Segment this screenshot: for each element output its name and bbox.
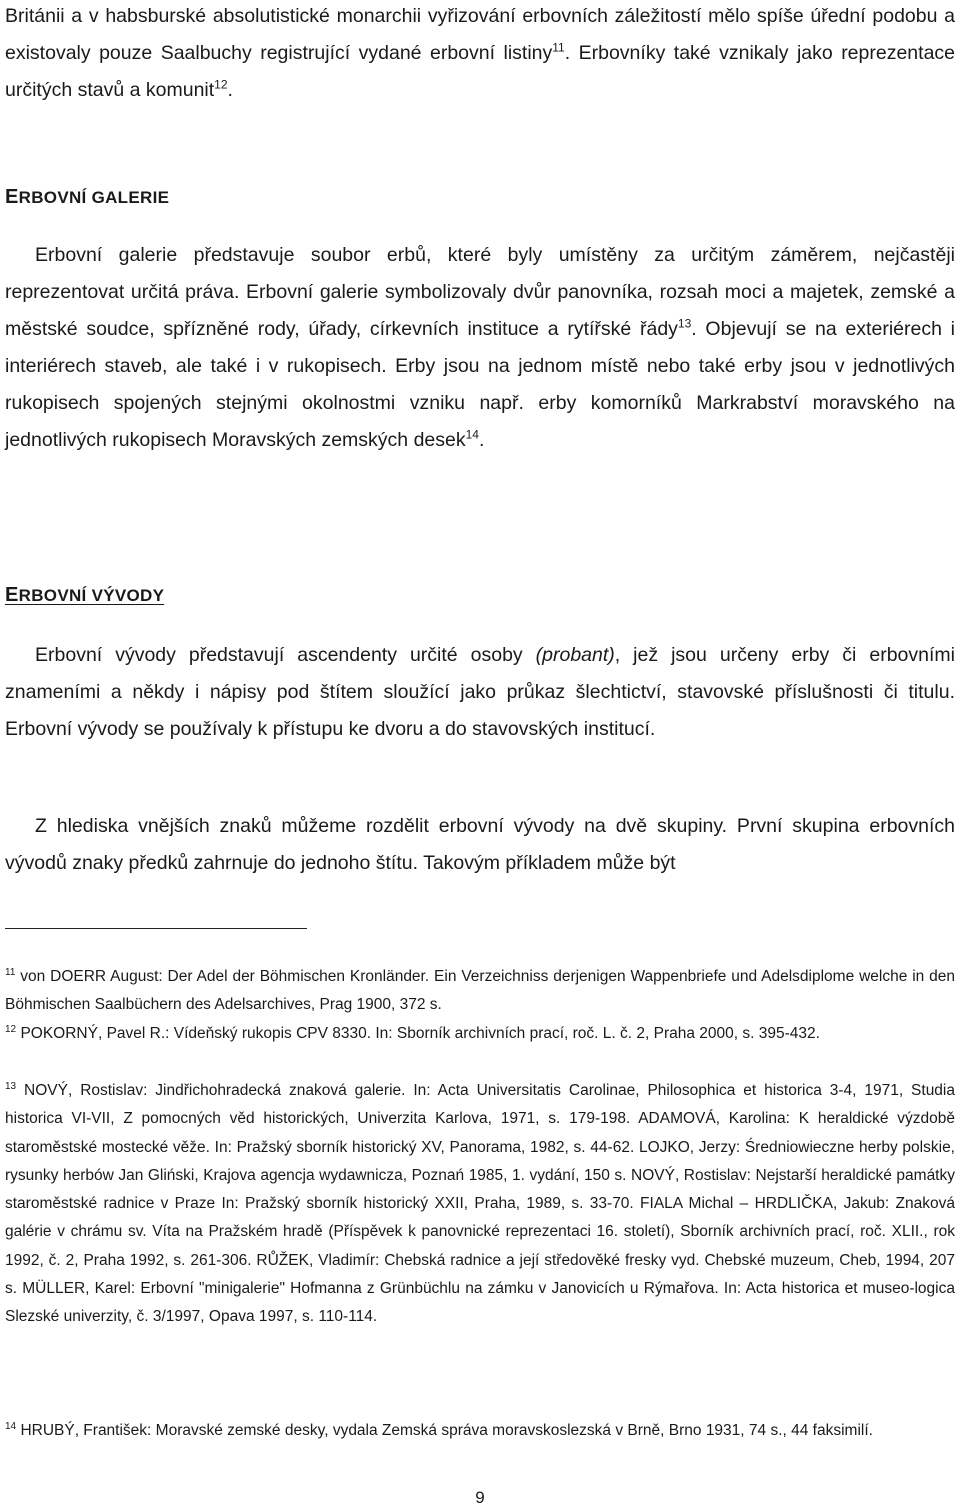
footnote-separator (5, 928, 307, 929)
intro-text: Británii a v habsburské absolutistické monarchii vyřizování erbovních záležitostí mělo spíše úřední podobu a existovaly pouze Saalbuchy registrující vydané erbovní listiny (5, 5, 955, 64)
galerie-paragraph: Erbovní galerie představuje soubor erbů, které byly umístěny za určitým záměrem, nejčastěji reprezentovat určitá práva. Erbovní galerie symbolizovaly dvůr panovníka, rozsah moci a majetek, zemské a městské soudce, spřízněné rody, úřady, církevních instituce a rytířské řády$^{13}$. Objevují se na exteriérech i interiérech staveb, ale také i v rukopisech. Erby jsou na jednom místě nebo také erby jsou v jednotlivých rukopisech spojených stejnými okolnostmi vzniku např. erby komorníků Markrabství moravského na jednotlivých rukopisech Moravských zemských desek$^{14}$. (5, 244, 955, 451)
footnote-14: $^{14}$ HRUBÝ, František: Moravské zemské desky, vydala Zemská správa moravskoslezská v Brně, Brno 1931, 74 s., 44 faksimilí. (5, 1420, 873, 1439)
page-number: 9 (475, 1488, 485, 1507)
footnote-ref-13[interactable]: 13 (677, 316, 692, 331)
footnote-12: $^{12}$ POKORNÝ, Pavel R.: Vídeňský rukopis CPV 8330. In: Sborník archivních prací, roč. L. č. 2, Praha 2000, s. 395-432. (5, 1023, 820, 1042)
vyvody-paragraph-2: Z hlediska vnějších znaků můžeme rozdělit erbovní vývody na dvě skupiny. První skupina erbovních vývodů znaky předků zahrnuje do jednoho štítu. Takovým příkladem může být (5, 815, 955, 874)
footnote-ref-11[interactable]: 11 (552, 40, 565, 55)
footnote-13: $^{13}$ NOVÝ, Rostislav: Jindřichohradecká znaková galerie. In: Acta Universitatis Carolinae, Philosophica et historica 3-4, 1971, Studia historica VI-VII, Z pomocných věd historických, Univerzita Karlova, 1971, s. 179-198. ADAMOVÁ, Karolina: K heraldické výzdobě staroměstské mostecké věže. In: Pražský sborník historický XV, Panorama, 1982, s. 44-62. LOJKO, Jerzy: Średniowieczne herby polskie, rysunky herbów Jan Gliński, Krajova agencja wydawnicza, Poznań 1985, 1. vydání, 150 s. NOVÝ, Rostislav: Nejstarší heraldické památky staroměstské radnice v Praze In: Pražský sborník historický XXII, Praha, 1989, s. 33-70. FIALA Michal – HRDLIČKA, Jakub: Znaková galérie v chrámu sv. Víta na Pražském hradě (Příspěvek k panovnické reprezentaci 16. století), Sborník archivních prací, roč. XLII., rok 1992, č. 2, Praha 1992, s. 261-306. RŮŽEK, Vladimír: Chebská radnice a její středověké fresky vyd. Chebské muzeum, Cheb, 1994, 207 s. MÜLLER, Karel: Erbovní "minigalerie" Hofmanna z Grünbüchlu na zámku v Janovicích u Rýmařova. In: Acta historica et museo-logica Slezské univerzity, č. 3/1997, Opava 1997, s. 110-114. (5, 1080, 955, 1326)
footnote-11: $^{11}$ von DOERR August: Der Adel der Böhmischen Kronländer. Ein Verzeichniss derjenigen Wappenbriefe und Adelsdiplome welche in den Böhmischen Saalbüchern des Adelsarchives, Prag 1900, 372 s. (5, 966, 955, 1014)
intro-text: . (227, 79, 233, 101)
intro-text: . Erbovníky také vznikaly jako reprezentace určitých stavů a komunit (5, 42, 956, 101)
intro-paragraph (5, 0, 955, 109)
section-heading-erbovni-vyvody: ERBOVNÍ VÝVODY (5, 584, 165, 606)
footnote-ref-12[interactable]: 12 (214, 77, 228, 92)
vyvody-paragraph-1: Erbovní vývody představují ascendenty určité osoby (probant), jež jsou určeny erby či erbovními znameními a někdy i nápisy pod štítem sloužící jako průkaz šlechtictví, stavovské příslušnosti či titulu. Erbovní vývody se používaly k přístupu ke dvoru a do stavovských institucí. (5, 644, 955, 740)
probant-term: (probant) (535, 644, 615, 666)
footnote-ref-14[interactable]: 14 (465, 427, 479, 442)
section-heading-erbovni-galerie: ERBOVNÍ GALERIE (5, 186, 170, 208)
